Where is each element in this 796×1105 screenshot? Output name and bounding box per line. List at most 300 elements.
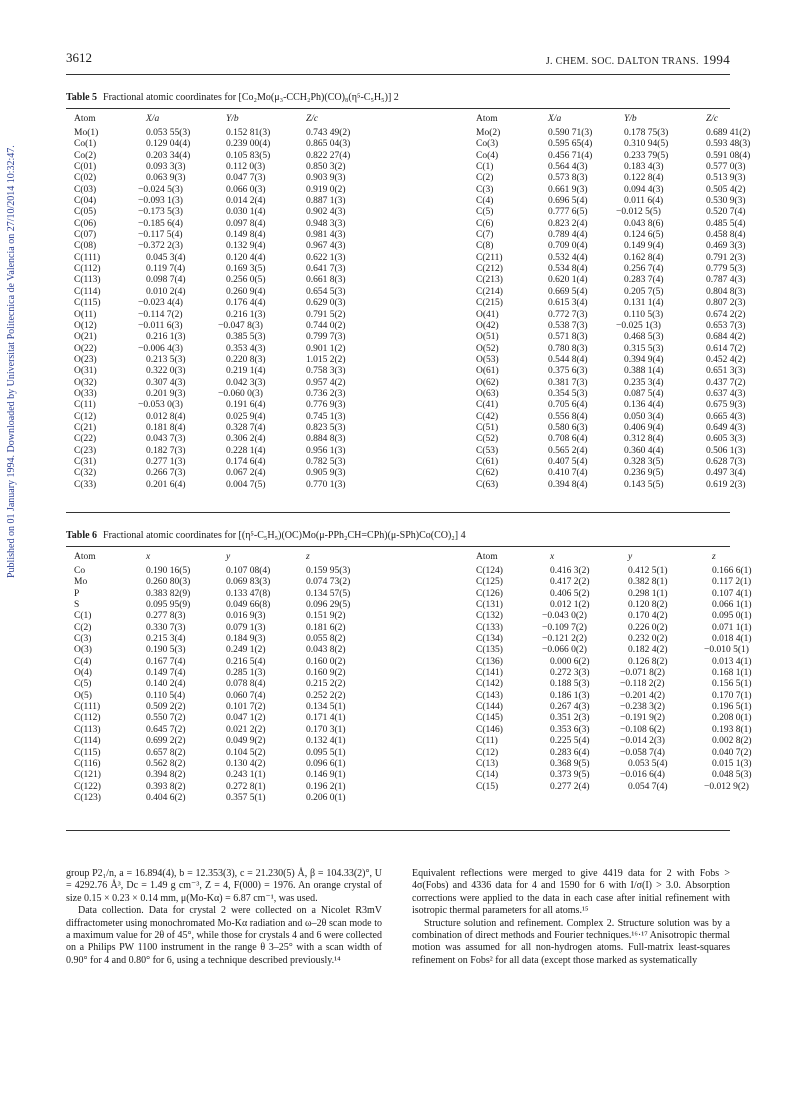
- table-cell: O(11): [74, 309, 97, 320]
- table-row: [74, 287, 750, 298]
- table-cell: 0.804 8(3): [706, 286, 746, 297]
- table-cell: 0.181 8(4): [146, 422, 186, 433]
- table-cell: 0.385 5(3): [226, 332, 266, 343]
- table-cell: C(4): [74, 656, 92, 667]
- table-cell: C(2): [476, 173, 494, 184]
- table-cell: 0.013 4(1): [712, 656, 752, 667]
- table-cell: C(3): [74, 634, 92, 645]
- table-cell: 0.133 47(8): [226, 588, 271, 599]
- table-row: [74, 310, 750, 321]
- table-cell: 0.556 8(4): [548, 411, 588, 422]
- table-cell: O(22): [74, 343, 97, 354]
- table-cell: 0.201 6(4): [146, 479, 186, 490]
- table-cell: 0.791 2(3): [706, 252, 746, 263]
- table-cell: Co: [74, 566, 86, 576]
- table-cell: 0.791 5(2): [306, 309, 346, 320]
- table-cell: 0.452 4(2): [706, 354, 746, 365]
- table-cell: O(21): [74, 332, 97, 343]
- table-cell: C(114): [74, 286, 101, 297]
- table-cell: 0.903 9(3): [306, 173, 346, 184]
- table-cell: 0.306 2(4): [226, 434, 266, 445]
- table-cell: 1.015 2(2): [306, 354, 346, 365]
- table-row: [74, 566, 752, 577]
- table-cell: C(08): [74, 241, 97, 252]
- table-cell: 0.066 0(3): [226, 184, 266, 195]
- table-cell: C(212): [476, 264, 503, 275]
- table-cell: 0.580 6(3): [548, 422, 588, 433]
- column-header: Y/b: [226, 114, 239, 124]
- table-cell: 0.048 5(3): [712, 770, 752, 781]
- table-cell: 0.078 8(4): [226, 679, 266, 690]
- table-cell: 0.641 7(3): [306, 264, 346, 275]
- table-cell: C(112): [74, 264, 101, 275]
- table-cell: C(1): [476, 162, 494, 173]
- table-cell: 0.283 6(4): [550, 747, 590, 758]
- table-cell: O(5): [74, 690, 92, 701]
- table-cell: 0.373 9(5): [550, 770, 590, 781]
- table-cell: C(116): [74, 758, 101, 769]
- table-cell: P: [74, 588, 80, 599]
- table-cell: C(121): [74, 770, 101, 781]
- table-cell: 0.948 3(3): [306, 218, 346, 229]
- table-row: [74, 600, 752, 611]
- journal-title: J. CHEM. SOC. DALTON TRANS.: [545, 56, 699, 67]
- table-row: [74, 725, 752, 736]
- table-cell: 0.850 3(2): [306, 162, 346, 173]
- table-cell: 0.743 49(2): [306, 128, 351, 138]
- table-cell: C(133): [476, 622, 503, 633]
- table-cell: −0.093 1(3): [138, 196, 183, 207]
- column-header: Y/b: [624, 114, 637, 124]
- table-cell: C(32): [74, 468, 97, 479]
- table-cell: 0.143 5(5): [624, 479, 664, 490]
- table-cell: −0.006 4(3): [138, 343, 183, 354]
- table-cell: 0.021 2(2): [226, 724, 266, 735]
- table-cell: 0.550 7(2): [146, 713, 186, 724]
- table-cell: 0.122 8(4): [624, 173, 664, 184]
- table-row: [74, 321, 750, 332]
- table-cell: 0.171 4(1): [306, 713, 346, 724]
- table-row: [74, 634, 752, 645]
- table-cell: 0.705 6(4): [548, 400, 588, 411]
- table-cell: 0.532 4(4): [548, 252, 588, 263]
- table-cell: 0.162 8(4): [624, 252, 664, 263]
- table-cell: 0.375 6(3): [548, 366, 588, 377]
- table-cell: C(214): [476, 286, 503, 297]
- table-row: [74, 423, 750, 434]
- table-cell: −0.114 7(2): [138, 309, 183, 320]
- table-cell: 0.674 2(2): [706, 309, 746, 320]
- table-cell: 0.190 5(3): [146, 645, 186, 656]
- table-cell: Mo(2): [476, 128, 501, 138]
- table-cell: 0.095 5(1): [306, 747, 346, 758]
- table-cell: −0.047 8(3): [218, 320, 263, 331]
- table-cell: 0.736 2(3): [306, 388, 346, 399]
- table-cell: 0.170 7(1): [712, 690, 752, 701]
- table-cell: O(41): [476, 309, 499, 320]
- table-cell: C(13): [476, 758, 499, 769]
- table-cell: 0.404 6(2): [146, 792, 186, 803]
- table-cell: C(126): [476, 588, 503, 599]
- table-row: [74, 355, 750, 366]
- table-row: [74, 366, 750, 377]
- table-cell: −0.012 9(2): [704, 781, 749, 792]
- table-cell: 0.134 5(1): [306, 702, 346, 713]
- table5-caption: [66, 92, 399, 103]
- table-cell: C(3): [476, 184, 494, 195]
- table6-bottom-rule: [66, 830, 730, 831]
- table-cell: 0.079 1(3): [226, 622, 266, 633]
- table-cell: 0.191 6(4): [226, 400, 266, 411]
- table-cell: C(41): [476, 400, 499, 411]
- table-cell: C(112): [74, 713, 101, 724]
- table-row: [74, 446, 750, 457]
- table-cell: C(06): [74, 218, 97, 229]
- table-cell: 0.468 5(3): [624, 332, 664, 343]
- table-cell: 0.407 5(4): [548, 456, 588, 467]
- table-cell: 0.772 7(3): [548, 309, 588, 320]
- table-cell: 0.149 9(4): [624, 241, 664, 252]
- table-cell: 0.649 4(3): [706, 422, 746, 433]
- table-cell: 0.530 9(3): [706, 196, 746, 207]
- table-cell: C(215): [476, 298, 503, 309]
- table-cell: C(111): [74, 252, 101, 263]
- body-column-right: [412, 868, 730, 967]
- table5-label: Table 5: [66, 92, 98, 103]
- column-header: x: [550, 552, 555, 562]
- table-cell: 0.188 5(3): [550, 679, 590, 690]
- table-cell: 0.132 4(1): [306, 736, 346, 747]
- table-cell: 0.010 2(4): [146, 286, 186, 297]
- table-cell: −0.372 2(3): [138, 241, 183, 252]
- table-row: [74, 275, 750, 286]
- table-cell: 0.159 95(3): [306, 566, 351, 576]
- table-cell: 0.252 2(2): [306, 690, 346, 701]
- table-cell: 0.066 1(1): [712, 600, 752, 611]
- table-cell: −0.043 0(2): [542, 611, 587, 622]
- table-cell: 0.562 8(2): [146, 758, 186, 769]
- table-cell: C(211): [476, 252, 503, 263]
- table-cell: 0.394 9(4): [624, 354, 664, 365]
- table-cell: −0.121 2(2): [542, 634, 587, 645]
- table-row: [74, 378, 750, 389]
- table-row: [74, 589, 752, 600]
- table-row: [74, 344, 750, 355]
- table6: [74, 552, 752, 804]
- table-cell: C(213): [476, 275, 503, 286]
- table-cell: −0.016 6(4): [620, 770, 665, 781]
- table-cell: 0.216 5(4): [226, 656, 266, 667]
- table-cell: −0.053 0(3): [138, 400, 183, 411]
- table-cell: 0.394 8(2): [146, 770, 186, 781]
- table-cell: [628, 793, 712, 804]
- table-cell: 0.360 4(4): [624, 445, 664, 456]
- table-cell: 0.124 6(5): [624, 230, 664, 241]
- table-cell: 0.045 3(4): [146, 252, 186, 263]
- table-cell: 0.096 29(5): [306, 600, 351, 611]
- table-cell: C(11): [74, 400, 96, 411]
- table-cell: −0.066 0(2): [542, 645, 587, 656]
- download-notice-text: Published on 01 January 1994. Downloaded by Universitat Politecnica de Valencia on 27/10/2014 10:32:47.: [6, 145, 17, 578]
- table-cell: 0.675 9(3): [706, 400, 746, 411]
- table-cell: 0.101 7(2): [226, 702, 266, 713]
- table-cell: −0.201 4(2): [620, 690, 665, 701]
- table-cell: 0.043 8(2): [306, 645, 346, 656]
- table-cell: 0.042 3(3): [226, 377, 266, 388]
- table-cell: 0.239 00(4): [226, 139, 271, 150]
- table-cell: 0.665 4(3): [706, 411, 746, 422]
- table-cell: 0.412 5(1): [628, 566, 668, 576]
- table-cell: C(03): [74, 184, 97, 195]
- table-cell: 0.406 9(4): [624, 422, 664, 433]
- table-cell: 0.208 0(1): [712, 713, 752, 724]
- table-cell: 0.285 1(3): [226, 668, 266, 679]
- table-cell: 0.322 0(3): [146, 366, 186, 377]
- table-cell: 0.388 1(4): [624, 366, 664, 377]
- table-cell: 0.357 5(1): [226, 792, 266, 803]
- column-header: Z/c: [706, 114, 719, 124]
- table-cell: 0.571 8(3): [548, 332, 588, 343]
- table-cell: O(61): [476, 366, 499, 377]
- table-cell: −0.058 7(4): [620, 747, 665, 758]
- table-cell: C(113): [74, 724, 101, 735]
- table5-bottom-rule: [66, 512, 730, 513]
- table-cell: 0.215 2(2): [306, 679, 346, 690]
- table-cell: 0.104 5(2): [226, 747, 266, 758]
- table-cell: 0.661 8(3): [306, 275, 346, 286]
- table-cell: 0.011 6(4): [624, 196, 664, 207]
- table-cell: 0.497 3(4): [706, 468, 746, 479]
- table5-body: [74, 128, 750, 491]
- table-cell: 0.018 4(1): [712, 634, 752, 645]
- table-cell: 0.956 1(3): [306, 445, 346, 456]
- table-cell: 0.981 4(3): [306, 230, 346, 241]
- table-cell: 0.097 8(4): [226, 218, 266, 229]
- table-cell: 0.094 4(3): [624, 184, 664, 195]
- table-row: [74, 264, 750, 275]
- table-cell: 0.149 8(4): [226, 230, 266, 241]
- paragraph: Equivalent reflections were merged to give 4419 data for 2 with Fobs > 4σ(Fobs) and 4336 data for 4 and 1590 for 6 with I/σ(I) > 3.0. Absorption corrections were applied to the data in each case after initial refinement with isotropic thermal parameters for all atoms.¹⁵: [412, 868, 730, 917]
- table-cell: 0.256 0(5): [226, 275, 266, 286]
- table-cell: 0.228 1(4): [226, 445, 266, 456]
- table-cell: S: [74, 600, 80, 611]
- table-cell: 0.905 9(3): [306, 468, 346, 479]
- table-cell: 0.410 7(4): [548, 468, 588, 479]
- table-cell: 0.160 9(2): [306, 668, 346, 679]
- table-cell: 0.330 7(3): [146, 622, 186, 633]
- table-cell: 0.170 4(2): [628, 611, 668, 622]
- table-cell: 0.170 3(1): [306, 724, 346, 735]
- table-cell: 0.071 1(1): [712, 622, 752, 633]
- table-cell: 0.053 5(4): [628, 758, 668, 769]
- table-row: [74, 230, 750, 241]
- table-row: [74, 241, 750, 252]
- table-cell: C(12): [476, 747, 499, 758]
- table-cell: 0.689 41(2): [706, 128, 751, 138]
- table-cell: 0.069 83(3): [226, 577, 271, 588]
- table5-header-row: [74, 114, 750, 128]
- table-cell: −0.014 2(3): [620, 736, 665, 747]
- table-cell: C(115): [74, 298, 101, 309]
- table-cell: 0.653 7(3): [706, 320, 746, 331]
- table-cell: [550, 793, 628, 804]
- table-cell: C(124): [476, 566, 503, 576]
- column-header: Atom: [476, 552, 498, 562]
- table-cell: 0.534 8(4): [548, 264, 588, 275]
- table-row: [74, 389, 750, 400]
- table-cell: 0.067 2(4): [226, 468, 266, 479]
- table-cell: 0.782 5(3): [306, 456, 346, 467]
- table-cell: 0.312 8(4): [624, 434, 664, 445]
- table-cell: 0.394 8(4): [548, 479, 588, 490]
- table-cell: 0.637 4(3): [706, 388, 746, 399]
- table-cell: 0.105 83(5): [226, 150, 271, 161]
- column-header: y: [226, 552, 231, 562]
- table6-body: [74, 566, 752, 804]
- table5-top-rule: [66, 108, 730, 109]
- table-cell: 0.119 7(4): [146, 264, 186, 275]
- table-cell: C(2): [74, 622, 92, 633]
- table-cell: C(12): [74, 411, 97, 422]
- table-cell: 0.004 7(5): [226, 479, 266, 490]
- table-cell: 0.074 73(2): [306, 577, 351, 588]
- table-cell: 0.201 9(3): [146, 388, 186, 399]
- table-cell: 0.181 6(2): [306, 622, 346, 633]
- table-cell: 0.063 9(3): [146, 173, 186, 184]
- table-cell: O(62): [476, 377, 499, 388]
- table-cell: 0.513 9(3): [706, 173, 746, 184]
- table-cell: 0.168 1(1): [712, 668, 752, 679]
- table-cell: C(53): [476, 445, 499, 456]
- table-cell: 0.140 2(4): [146, 679, 186, 690]
- table-cell: O(33): [74, 388, 97, 399]
- page-number: 3612: [66, 50, 92, 65]
- table-cell: 0.573 8(3): [548, 173, 588, 184]
- table-cell: O(32): [74, 377, 97, 388]
- table-cell: 0.112 0(3): [226, 162, 266, 173]
- table-cell: 0.220 8(3): [226, 354, 266, 365]
- table-cell: O(23): [74, 354, 97, 365]
- column-header: x: [146, 552, 151, 562]
- table-cell: C(14): [476, 770, 499, 781]
- column-header: X/a: [548, 114, 562, 124]
- table-cell: 0.657 8(2): [146, 747, 186, 758]
- table-cell: 0.437 7(2): [706, 377, 746, 388]
- table-cell: 0.129 04(4): [146, 139, 191, 150]
- table-cell: 0.178 75(3): [624, 128, 669, 138]
- table-row: [74, 748, 752, 759]
- table-cell: −0.191 9(2): [620, 713, 665, 724]
- table-cell: 0.160 0(2): [306, 656, 346, 667]
- table-cell: 0.267 4(3): [550, 702, 590, 713]
- table-cell: C(42): [476, 411, 499, 422]
- table-cell: 0.260 9(4): [226, 286, 266, 297]
- table-cell: 0.134 57(5): [306, 588, 351, 599]
- table-cell: 0.957 4(2): [306, 377, 346, 388]
- table-cell: 0.277 8(3): [146, 611, 186, 622]
- table-row: [74, 679, 752, 690]
- table-cell: [712, 793, 752, 804]
- table-cell: 0.060 7(4): [226, 690, 266, 701]
- table-cell: 0.096 6(1): [306, 758, 346, 769]
- table-cell: C(4): [476, 196, 494, 207]
- column-header: Atom: [476, 114, 498, 124]
- table-cell: 0.277 1(3): [146, 456, 186, 467]
- table-cell: O(53): [476, 354, 499, 365]
- table-row: [74, 782, 752, 793]
- table-cell: C(07): [74, 230, 97, 241]
- table5: [74, 114, 750, 491]
- table-row: [74, 691, 752, 702]
- table-cell: 0.235 3(4): [624, 377, 664, 388]
- table-cell: 0.776 9(3): [306, 400, 346, 411]
- table-cell: 0.406 5(2): [550, 588, 590, 599]
- table-cell: 0.485 5(4): [706, 218, 746, 229]
- table-cell: Co(4): [476, 150, 499, 161]
- table-row: [74, 185, 750, 196]
- table-cell: 0.015 1(3): [712, 758, 752, 769]
- table-cell: −0.109 7(2): [542, 622, 587, 633]
- table-cell: 0.758 3(3): [306, 366, 346, 377]
- table-cell: [476, 793, 550, 804]
- table-cell: 0.622 1(3): [306, 252, 346, 263]
- table-cell: O(52): [476, 343, 499, 354]
- table-cell: 0.417 2(2): [550, 577, 590, 588]
- table-cell: 0.000 6(2): [550, 656, 590, 667]
- table-cell: C(02): [74, 173, 97, 184]
- table-cell: 0.216 1(3): [146, 332, 186, 343]
- table-row: [74, 412, 750, 423]
- table-row: [74, 623, 752, 634]
- table-cell: 0.565 2(4): [548, 445, 588, 456]
- table-cell: 0.745 1(3): [306, 411, 346, 422]
- table-cell: Mo(1): [74, 128, 99, 138]
- table-cell: 0.456 71(4): [548, 150, 593, 161]
- table-cell: C(142): [476, 679, 503, 690]
- table-cell: 0.505 4(2): [706, 184, 746, 195]
- table-cell: C(01): [74, 162, 97, 173]
- table-row: [74, 668, 752, 679]
- table-cell: C(131): [476, 600, 503, 611]
- table-row: [74, 332, 750, 343]
- table-cell: 0.709 0(4): [548, 241, 588, 252]
- table-cell: C(115): [74, 747, 101, 758]
- table-cell: O(12): [74, 320, 97, 331]
- table-cell: O(3): [74, 645, 92, 656]
- table-row: [74, 298, 750, 309]
- table-cell: 0.577 0(3): [706, 162, 746, 173]
- table-cell: 0.538 7(3): [548, 320, 588, 331]
- paragraph: group P2₁/n, a = 16.894(4), b = 12.353(3), c = 21.230(5) Å, β = 104.33(2)°, U = 4292.76 Å³, Dc = 1.49 g cm⁻³, Z = 4, F(000) = 1976. An orange crystal of size 0.15 × 0.23 × 0.14 mm, μ(Mo-Kα) = 6.87 cm⁻¹, was used.: [66, 868, 382, 904]
- table-cell: 0.353 4(3): [226, 343, 266, 354]
- table-cell: C(122): [74, 781, 101, 792]
- table-cell: C(132): [476, 611, 503, 622]
- table-cell: 0.780 8(3): [548, 343, 588, 354]
- table-cell: 0.130 4(2): [226, 758, 266, 769]
- body-column-left: [66, 868, 382, 967]
- table-cell: Co(2): [74, 150, 97, 161]
- table-cell: 0.149 7(4): [146, 668, 186, 679]
- table-cell: 0.049 66(8): [226, 600, 271, 611]
- paragraph: Data collection. Data for crystal 2 were collected on a Nicolet R3mV diffractometer using monochromated Mo-Kα radiation and ω–2θ scan mode to a maximum value for 2θ of 45°, while those for crystals 4 and 6 were collected on a Philips PW 1100 instrument in the range θ 3–25° with a scan width of 0.90° for 4 and 0.80° for 6, using a technique described previously.¹⁴: [66, 905, 382, 966]
- journal-name: [546, 52, 730, 68]
- table-cell: C(23): [74, 445, 97, 456]
- table5-title: Fractional atomic coordinates for [Co₂Mo(μ₃-CCH₂Ph)(CO)₈(η⁵-C₅H₅)] 2: [103, 92, 399, 103]
- table-cell: 0.645 7(2): [146, 724, 186, 735]
- table-cell: 0.098 7(4): [146, 275, 186, 286]
- table-cell: 0.902 4(3): [306, 207, 346, 218]
- table-cell: 0.799 7(3): [306, 332, 346, 343]
